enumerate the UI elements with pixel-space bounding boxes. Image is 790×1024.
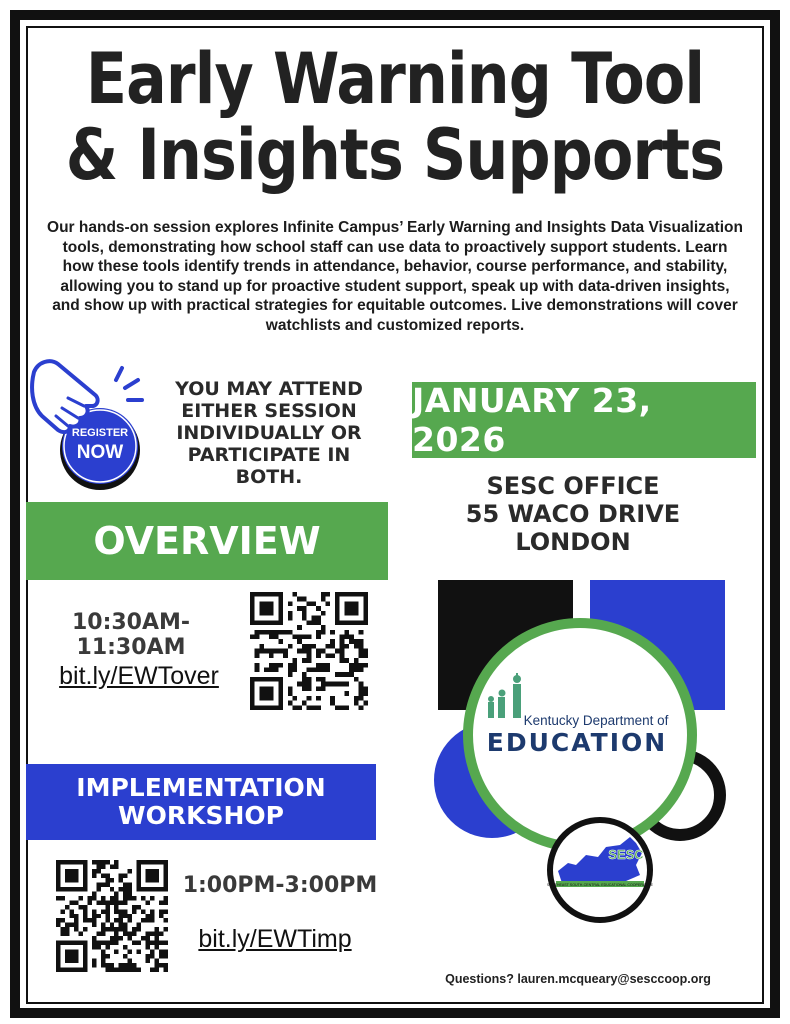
implementation-qr-code[interactable] [56,860,168,972]
register-now-button[interactable] [28,350,153,490]
sesc-abbr: SESC [608,847,644,862]
implementation-banner [26,764,376,840]
kde-text-line-1: Kentucky Department of [523,713,669,728]
attend-line-4: PARTICIPATE IN BOTH. [187,444,351,488]
attend-line-1: YOU MAY ATTEND [175,378,363,400]
overview-banner: OVERVIEW [26,502,388,580]
contact-info: Questions? lauren.mcqueary@sesccoop.org [445,972,711,986]
attendance-note [160,378,378,488]
implementation-label-line-2: WORKSHOP [118,801,284,830]
implementation-link[interactable]: bit.ly/EWTimp [198,925,352,953]
venue-name: SESC OFFICE [486,472,660,500]
title-line-1: Early Warning Tool [85,38,705,120]
overview-time: 10:30AM-11:30AM [71,610,191,660]
qr-code-icon [250,592,368,710]
pointing-hand-icon [28,350,153,490]
implementation-label-line-1: IMPLEMENTATION [76,773,326,802]
date-banner: JANUARY 23, 2026 [412,382,756,458]
kde-text-line-2: EDUCATION [486,728,668,757]
attend-line-3: INDIVIDUALLY OR [176,422,362,444]
logo-graphic [430,575,730,925]
now-label: NOW [76,442,124,463]
overview-qr-code[interactable] [250,592,368,710]
description: Our hands-on session explores Infinite Campus’ Early Warning and Insights Data Visualization tools, demonstrating how school staff can use data to proactively support students. Learn how these tools identify trends in attendance, behavior, course performance, and stability, allowing you to stand up for proactive student support, speak up with data-driven insights, and show up with practical strategies for equitable outcomes. Live demonstrations will cover watchlists and customized reports. [47,219,743,334]
implementation-time: 1:00PM-3:00PM [182,873,378,898]
register-label: REGISTER [71,427,129,439]
overview-link[interactable]: bit.ly/EWTover [59,662,219,690]
venue-address: 55 WACO DRIVE LONDON [465,500,681,556]
qr-code-icon [56,860,168,972]
title-line-2: & Insights Supports [65,114,725,196]
attend-line-2: EITHER SESSION [181,400,357,422]
venue [412,472,734,556]
sesc-full-name: SOUTHEAST SOUTH-CENTRAL EDUCATIONAL COOPERATIVE [546,883,654,887]
